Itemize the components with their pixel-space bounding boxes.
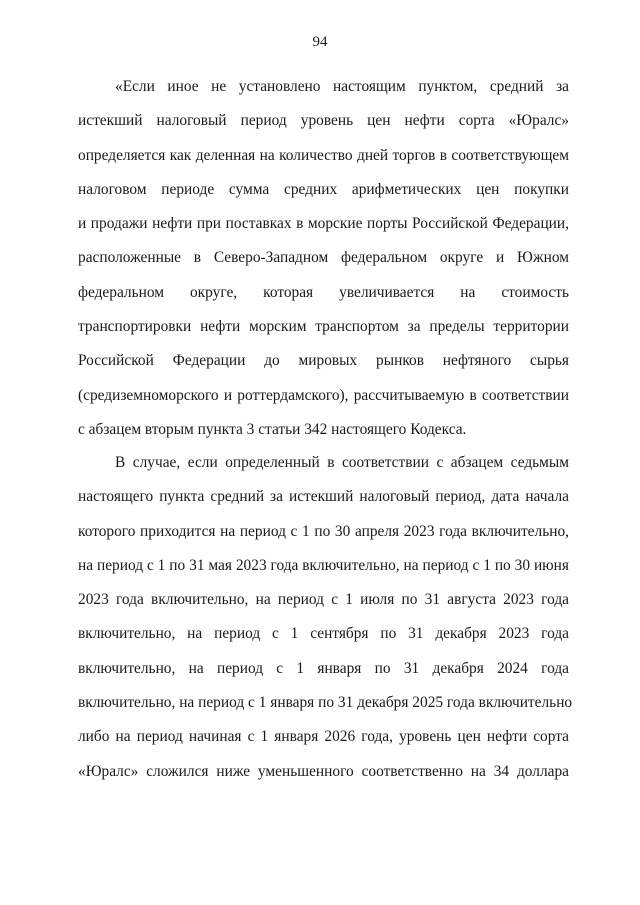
text-line: настоящего пункта средний за истекший налоговый период, дата начала	[78, 488, 569, 506]
text-line: либо на период начиная с 1 января 2026 года, уровень цен нефти сорта	[78, 728, 569, 746]
text-line: определяется как деленная на количество дней торгов в соответствующем	[78, 146, 569, 164]
text-line: В случае, если определенный в соответствии с абзацем седьмым	[115, 454, 569, 471]
text-line: включительно, на период с 1 сентября по 31 декабря 2023 года	[78, 625, 569, 643]
text-line: которого приходится на период с 1 по 30 апреля 2023 года включительно,	[78, 522, 569, 540]
text-line: на период с 1 по 31 мая 2023 года включительно, на период с 1 по 30 июня	[78, 556, 569, 574]
page-number: 94	[312, 34, 328, 50]
paragraph-1	[78, 74, 569, 451]
text-line: и продажи нефти при поставках в морские порты Российской Федерации,	[78, 215, 569, 233]
text-line: Российской Федерации до мировых рынков нефтяного сырья	[78, 352, 569, 370]
text-line: транспортировки нефти морским транспортом за пределы территории	[78, 318, 569, 336]
text-line: расположенные в Северо-Западном федеральном округе и Южном	[78, 249, 569, 267]
text-line: с абзацем вторым пункта 3 статьи 342 настоящего Кодекса.	[78, 420, 467, 438]
text-line: «Юралс» сложился ниже уменьшенного соответственно на 34 доллара	[78, 762, 569, 780]
paragraph-2	[78, 450, 573, 793]
text-line: включительно, на период с 1 января по 31 декабря 2025 года включительно	[78, 694, 573, 712]
text-line: 2023 года включительно, на период с 1 июля по 31 августа 2023 года	[78, 591, 569, 609]
text-line: федеральном округе, которая увеличивается на стоимость	[78, 283, 569, 301]
text-line: включительно, на период с 1 января по 31 декабря 2024 года	[78, 659, 569, 677]
text-line: «Если иное не установлено настоящим пунктом, средний за	[115, 78, 569, 95]
text-line: истекший налоговый период уровень цен нефти сорта «Юралс»	[78, 112, 569, 130]
text-line: налоговом периоде сумма средних арифметических цен покупки	[78, 180, 569, 198]
text-line: (средиземноморского и роттердамского), рассчитываемую в соответствии	[78, 386, 569, 404]
